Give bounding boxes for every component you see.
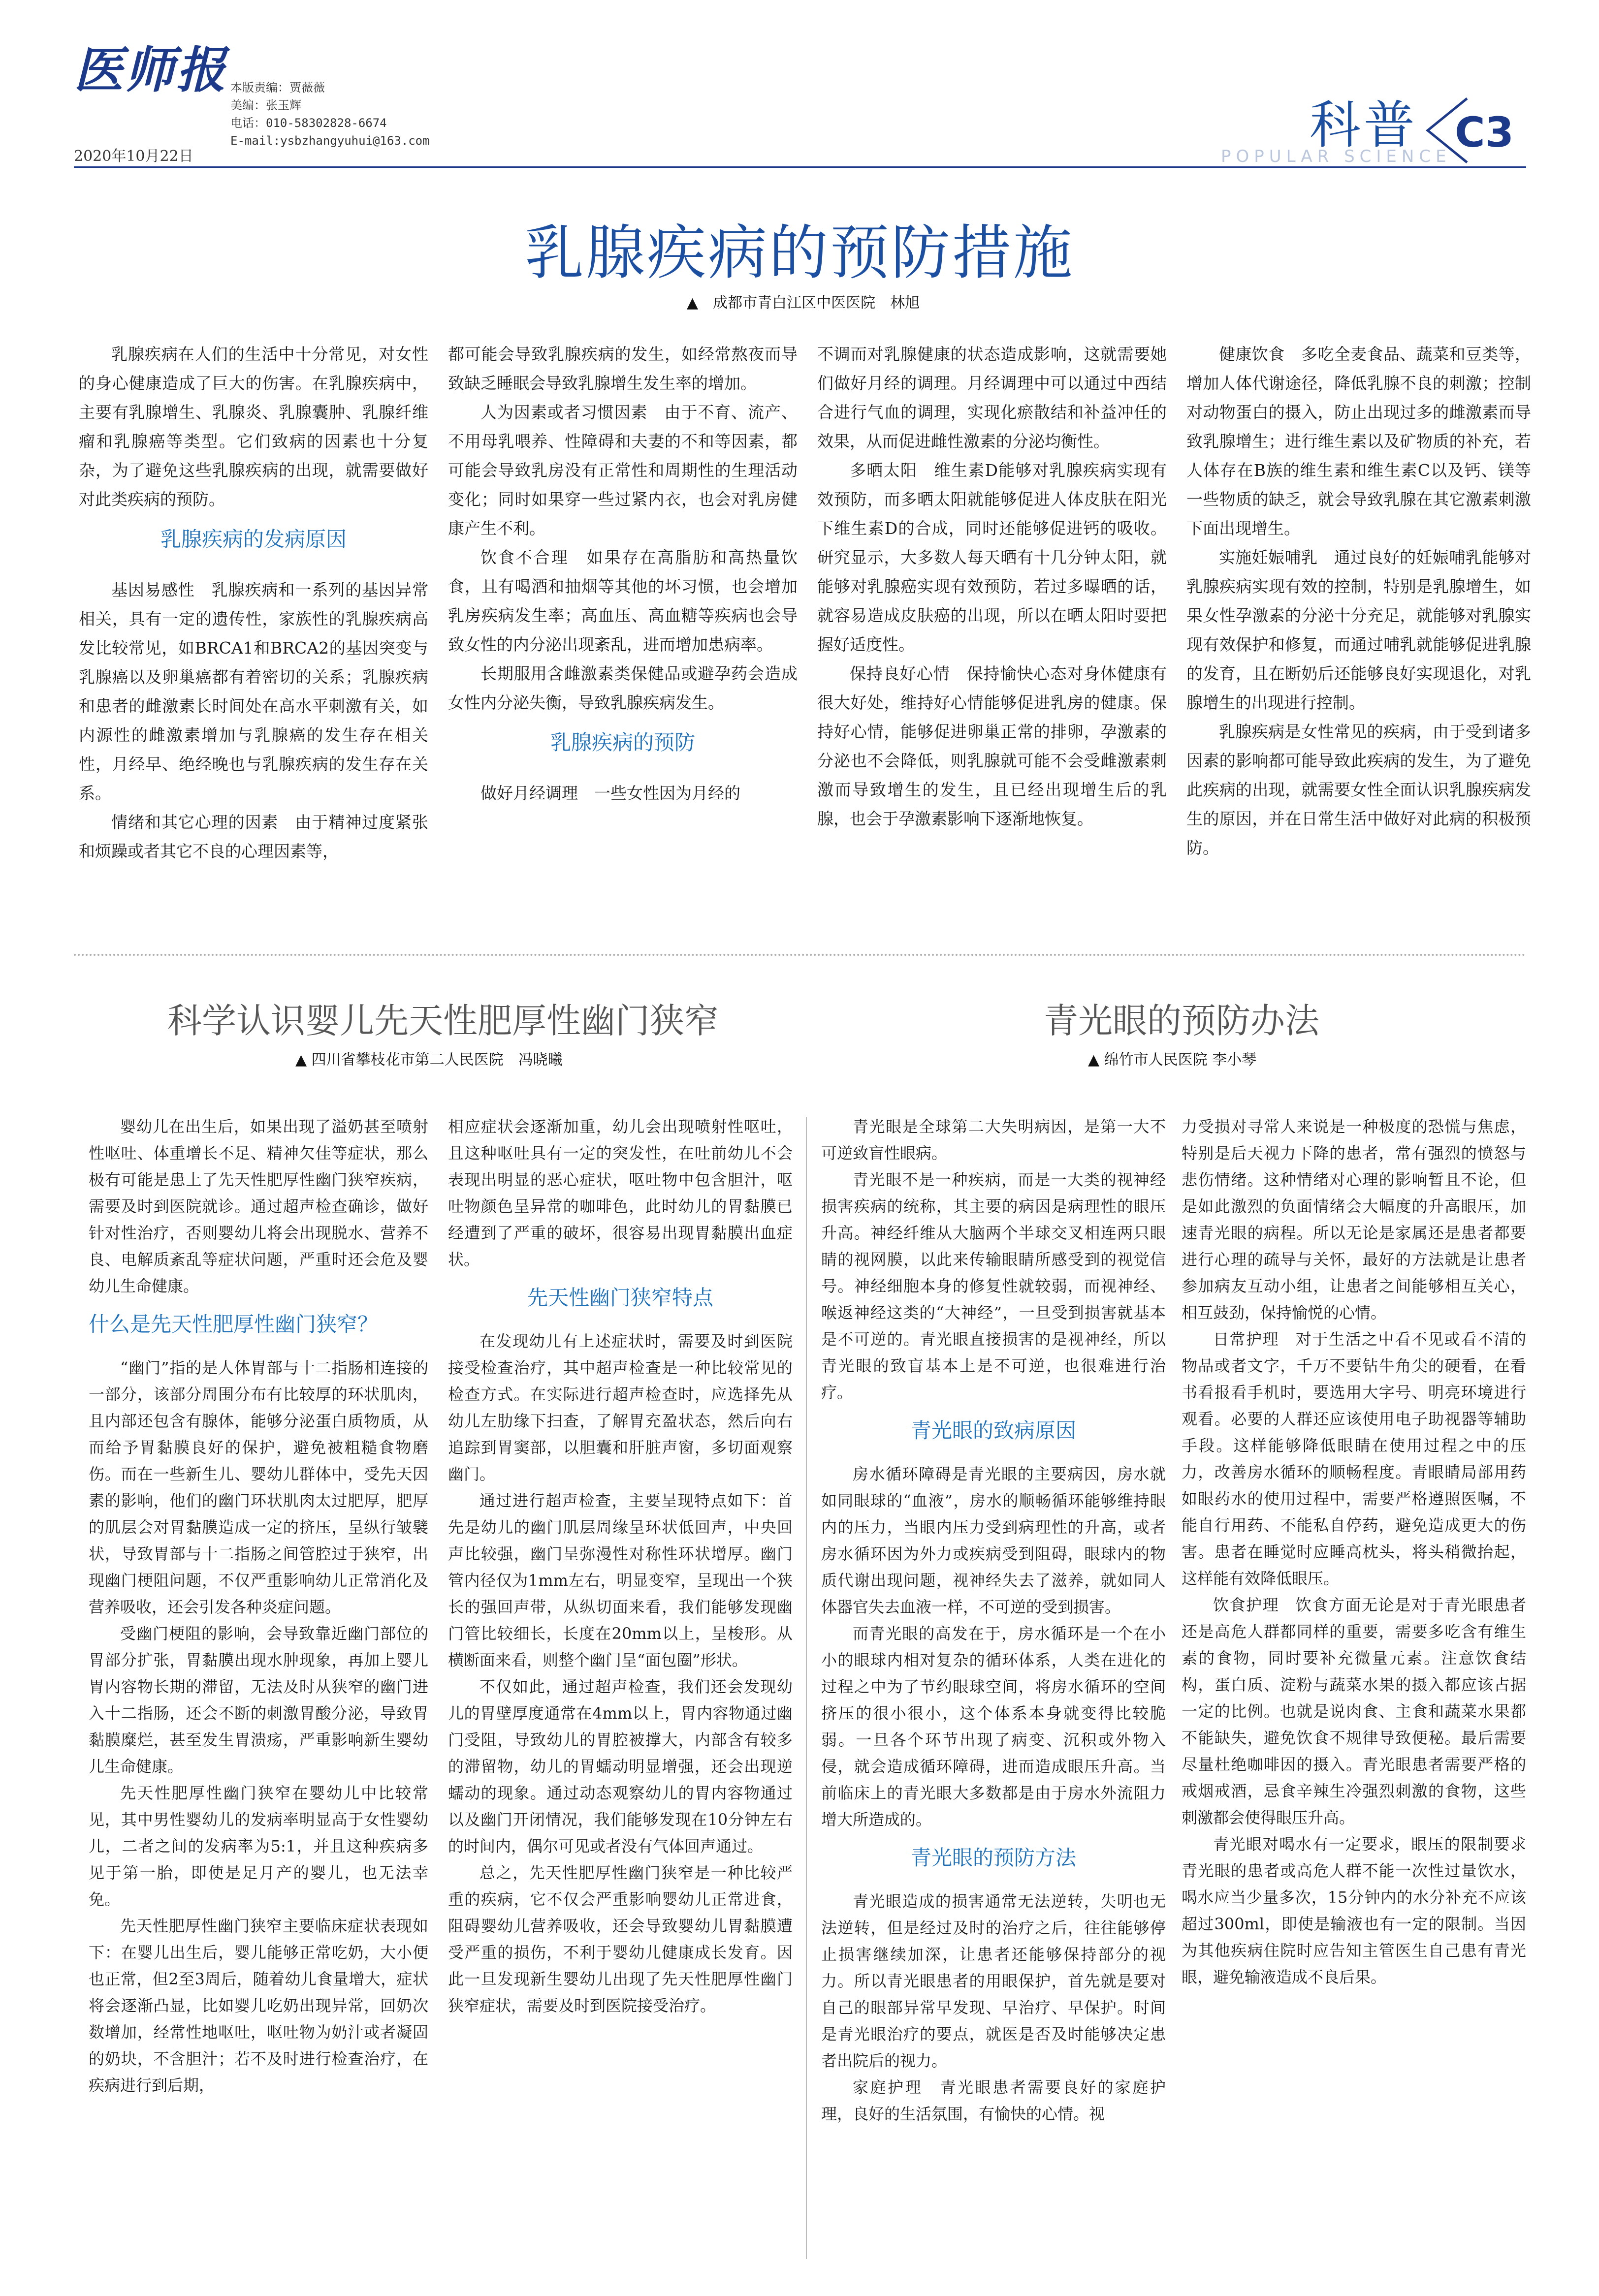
section-subtitle: POPULAR SCIENCE (1221, 147, 1451, 166)
editor-line: 本版责编：贾薇薇 (230, 81, 325, 94)
article1-byline: ▲ 成都市青白江区中医医院 林旭 (687, 294, 920, 312)
article2-title: 科学认识婴儿先天性肥厚性幽门狭窄 (167, 1001, 719, 1041)
paragraph: 健康饮食 多吃全麦食品、蔬菜和豆类等，增加人体代谢途径，降低乳腺不良的刺激；控制对动物蛋白的摄入，防止出现过多的雌激素而导致乳腺增生；进行维生素以及矿物质的补充，若人体存在B族的维生素和维生素C以及钙、镁等一些物质的缺乏，就会导致乳腺在其它激素刺激下面出现增生。 (1186, 345, 1531, 538)
paragraph: 而青光眼的高发在于，房水循环是一个在小小的眼球内相对复杂的循环体系，人类在进化的过程之中为了节约眼球空间，将房水循环的空间挤压的很小很小，这个体系本身就变得比较脆弱。一旦各个环节出现了病变、沉积或外物入侵，就会造成循环障碍，进而造成眼压升高。当前临床上的青光眼大多数都是由于房水外流阻力增大所造成的。 (821, 1624, 1166, 1829)
paragraph: 不仅如此，通过超声检查，我们还会发现幼儿的胃壁厚度通常在4mm以上，胃内容物通过幽门受阻，导致幼儿的胃腔被撑大，内部含有较多的滞留物，幼儿的胃蠕动明显增强，还会出现逆蠕动的现象。通过动态观察幼儿的胃内容物通过以及幽门开闭情况，我们能够发现在10分钟左右的时间内，偶尔可见或者没有气体回声通过。 (448, 1677, 793, 1856)
paragraph: 饮食不合理 如果存在高脂肪和高热量饮食，且有喝酒和抽烟等其他的坏习惯，也会增加乳房疾病发生率；高血压、高血糖等疾病也会导致女性的内分泌出现紊乱，进而增加患病率。 (448, 548, 798, 654)
designer-line: 美编：张玉辉 (230, 98, 301, 112)
paragraph: 受幽门梗阻的影响，会导致靠近幽门部位的胃部分扩张，胃黏膜出现水肿现象，再加上婴儿胃内容物长期的滞留，无法及时从狭窄的幽门进入十二指肠，还会不断的刺激胃酸分泌，导致胃黏膜糜烂，甚至发生胃溃疡，严重影响新生婴幼儿生命健康。 (89, 1624, 428, 1776)
publication-date: 2020年10月22日 (74, 148, 193, 165)
paragraph: 实施妊娠哺乳 通过良好的妊娠哺乳能够对乳腺疾病实现有效的控制，特别是乳腺增生，如果女性孕激素的分泌十分充足，就能够对乳腺实现有效保护和修复，而通过哺乳就能够促进乳腺的发育，且在断奶后还能够良好实现退化，对乳腺增生的出现进行控制。 (1186, 548, 1531, 712)
paragraph: 青光眼是全球第二大失明病因，是第一大不可逆致盲性眼病。 (821, 1117, 1166, 1163)
article3-col1 (821, 1113, 1166, 2127)
section-heading: 乳腺疾病的预防 (550, 730, 695, 755)
paragraph: 保持良好心情 保持愉快心态对身体健康有很大好处，维持好心情能够促进乳房的健康。保持好心情，能够促进卵巢正常的排卵，孕激素的分泌也不会降低，则乳腺就可能不会受雌激素刺激而导致增生的发生，且已经出现增生后的乳腺，也会于孕激素影响下逐渐地恢复。 (817, 664, 1167, 828)
article1-col1 (79, 340, 428, 866)
article1-col4 (1186, 340, 1531, 862)
article3-title: 青光眼的预防办法 (1044, 1001, 1319, 1041)
article3-col2 (1182, 1113, 1526, 1990)
section-heading: 青光眼的致病原因 (910, 1418, 1076, 1443)
section-heading: 青光眼的预防方法 (910, 1846, 1076, 1870)
paragraph: 先天性肥厚性幽门狭窄主要临床症状表现如下：在婴儿出生后，婴儿能够正常吃奶，大小便也正常，但2至3周后，随着幼儿食量增大，症状将会逐渐凸显，比如婴儿吃奶出现异常，回奶次数增加，经常性地呕吐，呕吐物为奶汁或者凝固的奶块，不含胆汁；若不及时进行检查治疗，在疾病进行到后期， (89, 1917, 428, 2095)
paragraph: “幽门”指的是人体胃部与十二指肠相连接的一部分，该部分周围分布有比较厚的环状肌肉，且内部还包含有腺体，能够分泌蛋白质物质，从而给予胃黏膜良好的保护，避免被粗糙食物磨伤。而在一些新生儿、婴幼儿群体中，受先天因素的影响，他们的幽门环状肌肉太过肥厚，肥厚的肌层会对胃黏膜造成一定的挤压，呈纵行皱襞状，导致胃部与十二指肠之间管腔过于狭窄，出现幽门梗阻问题，不仅严重影响幼儿正常消化及营养吸收，还会引发各种炎症问题。 (89, 1358, 428, 1616)
paragraph: 日常护理 对于生活之中看不见或看不清的物品或者文字，千万不要钻牛角尖的硬看，在看书看报看手机时，要选用大字号、明亮环境进行观看。必要的人群还应该使用电子助视器等辅助手段。这样能够降低眼睛在使用过程之中的压力，改善房水循环的顺畅程度。青眼睛局部用药如眼药水的使用过程中，需要严格遵照医嘱，不能自行用药、不能私自停药，避免造成更大的伤害。患者在睡觉时应睡高枕头，将头稍微抬起，这样能有效降低眼压。 (1182, 1330, 1526, 1588)
section-heading: 什么是先天性肥厚性幽门狭窄？ (89, 1312, 379, 1336)
paragraph: 都可能会导致乳腺疾病的发生，如经常熬夜而导致缺乏睡眠会导致乳腺增生发生率的增加。 (448, 345, 798, 393)
email-line: E-mail:ysbzhangyuhui@163.com (230, 134, 430, 148)
paragraph: 先天性肥厚性幽门狭窄在婴幼儿中比较常见，其中男性婴幼儿的发病率明显高于女性婴幼儿，二者之间的发病率为5:1，并且这种疾病多见于第一胎，即使是足月产的婴儿，也无法幸免。 (89, 1784, 428, 1909)
newspaper-logo: 医师报 (74, 41, 227, 99)
section-title: 科普 (1310, 95, 1418, 155)
editor-info (230, 79, 430, 150)
article2-col2 (448, 1113, 793, 2019)
article1-col2 (448, 340, 798, 808)
paragraph: 不调而对乳腺健康的状态造成影响，这就需要她们做好月经的调理。月经调理中可以通过中西结合进行气血的调理，实现化瘀散结和补益冲任的效果，从而促进雌性激素的分泌均衡性。 (817, 345, 1167, 451)
paragraph: 做好月经调理 一些女性因为月经的 (480, 784, 740, 803)
paragraph: 力受损对寻常人来说是一种极度的恐慌与焦虑，特别是后天视力下降的患者，常有强烈的愤怒与悲伤情绪。这种情绪对心理的影响暂且不论，但是如此激烈的负面情绪会大幅度的升高眼压，加速青光眼的病程。所以无论是家属还是患者都要进行心理的疏导与关怀，最好的方法就是让患者参加病友互动小组，让患者之间能够相互关心，相互鼓劲，保持愉悦的心情。 (1182, 1117, 1526, 1322)
article2-byline: ▲ 四川省攀枝花市第二人民医院 冯晓曦 (295, 1051, 563, 1069)
paragraph: 家庭护理 青光眼患者需要良好的家庭护理，良好的生活氛围，有愉快的心情。视 (821, 2078, 1166, 2123)
paragraph: 通过进行超声检查，主要呈现特点如下：首先是幼儿的幽门肌层周缘呈环状低回声，中央回声比较强，幽门呈弥漫性对称性环状增厚。幽门管内径仅为1mm左右，明显变窄，呈现出一个狭长的强回声带，从纵切面来看，我们能够发现幽门管比较细长，长度在20mm以上，呈梭形。从横断面来看，则整个幽门呈“面包圈”形状。 (448, 1491, 793, 1669)
page-number: C3 (1455, 108, 1514, 157)
paragraph: 相应症状会逐渐加重，幼儿会出现喷射性呕吐，且这种呕吐具有一定的突发性，在吐前幼儿不会表现出明显的恶心症状，呕吐物中包含胆汁，呕吐物颜色呈异常的咖啡色，此时幼儿的胃黏膜已经遭到了严重的破坏，很容易出现胃黏膜出血症状。 (448, 1117, 793, 1269)
paragraph: 基因易感性 乳腺疾病和一系列的基因异常相关，具有一定的遗传性，家族性的乳腺疾病高发比较常见，如BRCA1和BRCA2的基因突变与乳腺癌以及卵巢癌都有着密切的关系；乳腺疾病和患者的雌激素长时间处在高水平刺激有关，如内源性的雌激素增加与乳腺癌的发生存在相关性，月经早、绝经晚也与乳腺疾病的发生存在关系。 (79, 580, 428, 803)
section-heading: 先天性幽门狭窄特点 (527, 1286, 713, 1310)
paragraph: 长期服用含雌激素类保健品或避孕药会造成女性内分泌失衡，导致乳腺疾病发生。 (448, 664, 798, 712)
phone-line: 电话：010-58302828-6674 (230, 116, 387, 130)
paragraph: 房水循环障碍是青光眼的主要病因，房水就如同眼球的“血液”，房水的顺畅循环能够维持眼内的压力，当眼内压力受到病理性的升高，或者房水循环因为外力或疾病受到阻碍，眼球内的物质代谢出现问题，视神经失去了滋养，就如同人体器官失去血液一样，不可逆的受到损害。 (821, 1465, 1166, 1616)
paragraph: 婴幼儿在出生后，如果出现了溢奶甚至喷射性呕吐、体重增长不足、精神欠佳等症状，那么极有可能是患上了先天性肥厚性幽门狭窄疾病，需要及时到医院就诊。通过超声检查确诊，做好针对性治疗，否则婴幼儿将会出现脱水、营养不良、电解质紊乱等症状问题，严重时还会危及婴幼儿生命健康。 (89, 1117, 428, 1295)
paragraph: 青光眼对喝水有一定要求，眼压的限制要求青光眼的患者或高危人群不能一次性过量饮水，喝水应当少量多次，15分钟内的水分补充不应该超过300ml，即使是输液也有一定的限制。当因为其他疾病住院时应告知主管医生自己患有青光眼，避免输液造成不良后果。 (1182, 1835, 1526, 1986)
paragraph: 人为因素或者习惯因素 由于不育、流产、不用母乳喂养、性障碍和夫妻的不和等因素，都可能会导致乳房没有正常性和周期性的生理活动变化；同时如果穿一些过紧内衣，也会对乳房健康产生不利。 (448, 403, 798, 538)
column-rule (806, 1117, 807, 2259)
paragraph: 情绪和其它心理的因素 由于精神过度紧张和烦躁或者其它不良的心理因素等， (79, 813, 428, 861)
paragraph: 总之，先天性肥厚性幽门狭窄是一种比较严重的疾病，它不仅会严重影响婴幼儿正常进食，阻碍婴幼儿营养吸收，还会导致婴幼儿胃黏膜遭受严重的损伤，不利于婴幼儿健康成长发育。因此一旦发现新生婴幼儿出现了先天性肥厚性幽门狭窄症状，需要及时到医院接受治疗。 (448, 1863, 793, 2015)
paragraph: 乳腺疾病在人们的生活中十分常见，对女性的身心健康造成了巨大的伤害。在乳腺疾病中，主要有乳腺增生、乳腺炎、乳腺囊肿、乳腺纤维瘤和乳腺癌等类型。它们致病的因素也十分复杂，为了避免这些乳腺疾病的出现，就需要做好对此类疾病的预防。 (79, 345, 428, 509)
paragraph: 青光眼造成的损害通常无法逆转，失明也无法逆转，但是经过及时的治疗之后，往往能够停止损害继续加深，让患者还能够保持部分的视力。所以青光眼患者的用眼保护，首先就是要对自己的眼部异常早发现、早治疗、早保护。时间是青光眼治疗的要点，就医是否及时能够决定患者出院后的视力。 (821, 1892, 1166, 2070)
paragraph: 乳腺疾病是女性常见的疾病，由于受到诸多因素的影响都可能导致此疾病的发生，为了避免此疾病的出现，就需要女性全面认识乳腺疾病发生的原因，并在日常生活中做好对此病的积极预防。 (1186, 722, 1531, 857)
paragraph: 多晒太阳 维生素D能够对乳腺疾病实现有效预防，而多晒太阳就能够促进人体皮肤在阳光下维生素D的合成，同时还能够促进钙的吸收。研究显示，大多数人每天晒有十几分钟太阳，就能够对乳腺癌实现有效预防，若过多曝晒的话，就容易造成皮肤癌的出现，所以在晒太阳时要把握好适度性。 (817, 461, 1167, 654)
article3-byline: ▲ 绵竹市人民医院 李小琴 (1088, 1051, 1257, 1069)
paragraph: 青光眼不是一种疾病，而是一大类的视神经损害疾病的统称，其主要的病因是病理性的眼压升高。神经纤维从大脑两个半球交叉相连两只眼睛的视网膜，以此来传输眼睛所感受到的视觉信号。神经细胞本身的修复性就较弱，而视神经、喉返神经这类的“大神经”，一旦受到损害就基本是不可逆的。青光眼直接损害的是视神经，所以青光眼的致盲基本上是不可逆，也很难进行治疗。 (821, 1170, 1166, 1402)
section-heading: 乳腺疾病的发病原因 (160, 527, 347, 551)
paragraph: 饮食护理 饮食方面无论是对于青光眼患者还是高危人群都同样的重要，需要多吃含有维生素的食物，同时要补充微量元素。注意饮食结构，蛋白质、淀粉与蔬菜水果的摄入都应该占据一定的比例。也就是说肉食、主食和蔬菜水果都不能缺失，避免饮食不规律导致便秘。最后需要尽量杜绝咖啡因的摄入。青光眼患者需要严格的戒烟戒酒，忌食辛辣生冷强烈刺激的食物，这些刺激都会使得眼压升高。 (1182, 1596, 1526, 1827)
article1-col3 (817, 340, 1167, 833)
masthead-rule (74, 166, 1526, 168)
article1-title: 乳腺疾病的预防措施 (525, 219, 1074, 287)
section-divider (74, 954, 1526, 956)
paragraph: 在发现幼儿有上述症状时，需要及时到医院接受检查治疗，其中超声检查是一种比较常见的检查方式。在实际进行超声检查时，应选择先从幼儿左肋缘下扫查，了解胃充盈状态，然后向右追踪到胃窦部，以胆囊和肝脏声窗，多切面观察幽门。 (448, 1332, 793, 1483)
article2-col1 (89, 1113, 428, 2099)
